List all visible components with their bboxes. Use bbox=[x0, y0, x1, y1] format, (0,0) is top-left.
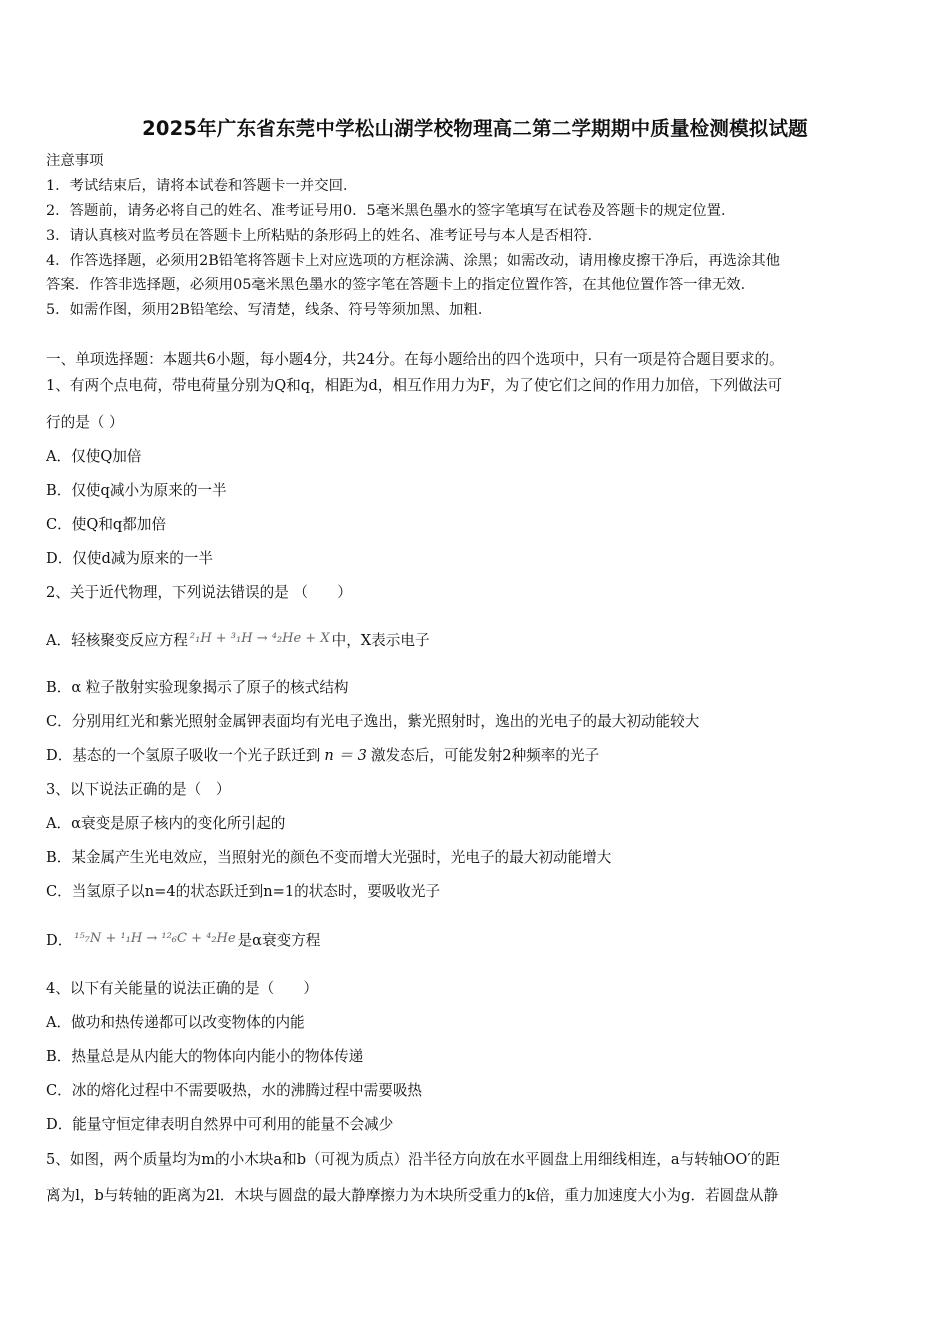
q2-d-text-post: 激发态后，可能发射2种频率的光子 bbox=[370, 747, 600, 764]
q3-option-c: C．当氢原子以n=4的状态跃迁到n=1的状态时，要吸收光子 bbox=[46, 883, 441, 900]
q3-option-d bbox=[46, 931, 320, 952]
notes-heading: 注意事项 bbox=[46, 153, 104, 169]
q5-stem: 5、如图，两个质量均为m的小木块a和b（可视为质点）沿半径方向放在水平圆盘上用细线相连，a与转轴OO′的距 bbox=[46, 1151, 780, 1168]
q2-d-text: D．基态的一个氢原子吸收一个光子跃迁到 bbox=[46, 747, 321, 764]
q1-option-b: B．仅使q减小为原来的一半 bbox=[46, 482, 227, 499]
q1-stem: 1、有两个点电荷，带电荷量分别为Q和q，相距为d，相互作用力为F，为了使它们之间的作用力加倍，下列做法可 bbox=[46, 377, 782, 394]
q3-stem: 3、以下说法正确的是（ ） bbox=[46, 781, 231, 798]
q3-d-label: D． bbox=[46, 932, 73, 949]
note-item: 2．答题前，请务必将自己的姓名、准考证号用0．5毫米黑色墨水的签字笔填写在试卷及答题卡的规定位置． bbox=[46, 203, 736, 219]
q2-a-formula: ²₁H + ³₁H → ⁴₂He + X bbox=[189, 631, 330, 646]
note-item: 3．请认真核对监考员在答题卡上所粘贴的条形码上的姓名、准考证号与本人是否相符． bbox=[46, 228, 603, 244]
q1-option-d: D．仅使d减为原来的一半 bbox=[46, 550, 213, 567]
section-heading: 一、单项选择题：本题共6小题，每小题4分，共24分。在每小题给出的四个选项中，只有一项是符合题目要求的。 bbox=[46, 351, 784, 368]
q4-option-a: A．做功和热传递都可以改变物体的内能 bbox=[46, 1014, 305, 1031]
q4-option-b: B．热量总是从内能大的物体向内能小的物体传递 bbox=[46, 1048, 364, 1065]
q3-d-formula: ¹⁵₇N + ¹₁H → ¹²₆C + ⁴₂He bbox=[74, 931, 236, 946]
q2-a-text: A．轻核聚变反应方程 bbox=[46, 632, 188, 649]
q2-option-d bbox=[46, 746, 599, 766]
q2-a-text-post: 中，X表示电子 bbox=[331, 632, 430, 649]
q1-option-c: C．使Q和q都加倍 bbox=[46, 516, 167, 533]
q3-d-text: 是α衰变方程 bbox=[237, 932, 321, 949]
exam-title: 2025年广东省东莞中学松山湖学校物理高二第二学期期中质量检测模拟试题 bbox=[142, 117, 808, 140]
q2-d-var: n ＝ 3 bbox=[324, 747, 367, 764]
q2-stem: 2、关于近代物理，下列说法错误的是 （ ） bbox=[46, 584, 352, 601]
q4-option-c: C．冰的熔化过程中不需要吸热，水的沸腾过程中需要吸热 bbox=[46, 1082, 423, 1099]
note-item: 5．如需作图，须用2B铅笔绘、写清楚，线条、符号等须加黑、加粗． bbox=[46, 302, 493, 318]
q2-option-b: B．α 粒子散射实验现象揭示了原子的核式结构 bbox=[46, 679, 349, 696]
q1-stem-cont: 行的是（ ） bbox=[46, 414, 124, 431]
q5-stem-cont: 离为l，b与转轴的距离为2l．木块与圆盘的最大静摩擦力为木块所受重力的k倍，重力加速度大小为g．若圆盘从静 bbox=[46, 1187, 779, 1204]
q4-stem: 4、以下有关能量的说法正确的是（ ） bbox=[46, 980, 318, 997]
q4-option-d: D．能量守恒定律表明自然界中可利用的能量不会减少 bbox=[46, 1116, 394, 1133]
q2-option-c: C．分别用红光和紫光照射金属钾表面均有光电子逸出，紫光照射时，逸出的光电子的最大初动能较大 bbox=[46, 713, 700, 730]
q2-option-a bbox=[46, 631, 430, 652]
q1-option-a: A．仅使Q加倍 bbox=[46, 448, 142, 465]
note-item: 1．考试结束后，请将本试卷和答题卡一并交回． bbox=[46, 178, 358, 194]
q3-option-b: B．某金属产生光电效应，当照射光的颜色不变而增大光强时，光电子的最大初动能增大 bbox=[46, 849, 612, 866]
note-item: 答案．作答非选择题，必须用05毫米黑色墨水的签字笔在答题卡上的指定位置作答，在其他位置作答一律无效． bbox=[46, 277, 756, 293]
q3-option-a: A．α衰变是原子核内的变化所引起的 bbox=[46, 815, 286, 832]
note-item: 4．作答选择题，必须用2B铅笔将答题卡上对应选项的方框涂满、涂黑；如需改动，请用橡皮擦干净后，再选涂其他 bbox=[46, 253, 781, 269]
